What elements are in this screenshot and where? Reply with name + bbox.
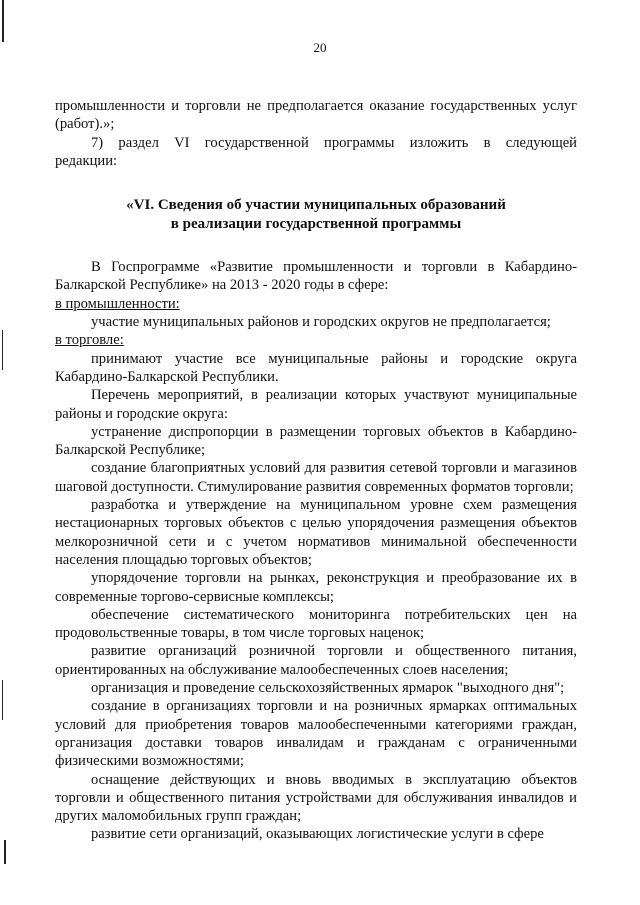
section-title-line-2: в реализации государственной программы bbox=[170, 216, 462, 233]
section-title-line-1: «VI. Сведения об участии муниципальных образований bbox=[126, 197, 506, 214]
page-number: 20 bbox=[313, 40, 327, 55]
paragraph-list-intro: Перечень мероприятий, в реализации которых участвуют муниципальные районы и городские округа: bbox=[55, 387, 577, 422]
section-title bbox=[55, 196, 577, 234]
heading-trade: в торговле: bbox=[55, 332, 124, 349]
list-item: устранение диспропорции в размещении торговых объектов в Кабардино-Балкарской Республике; bbox=[55, 423, 577, 459]
paragraph-intro: В Госпрограмме «Развитие промышленности и торговли в Кабардино-Балкарской Республике» на 2013 - 2020 годы в сфере: bbox=[55, 259, 577, 294]
document-body bbox=[55, 97, 577, 844]
list-item: развитие организаций розничной торговли и общественного питания, ориентированных на обслуживание малообеспеченных слоев населения; bbox=[55, 643, 577, 678]
paragraph-industry: участие муниципальных районов и городских округов не предполагается; bbox=[91, 314, 551, 331]
list-item: упорядочение торговли на рынках, реконструкция и преобразование их в современные торгово-сервисные комплексы; bbox=[55, 570, 577, 605]
scan-mark-mid-left bbox=[2, 330, 3, 370]
list-item: создание в организациях торговли и на розничных ярмарках оптимальных условий для приобретения товаров малообеспеченными категориями граждан, организация доставки товаров инвалидам и гражданам с ограниченными физическими возможностями; bbox=[55, 698, 577, 770]
scan-mark-bottom-left bbox=[4, 840, 6, 864]
scan-mark-lower-left bbox=[2, 680, 3, 720]
heading-industry: в промышленности: bbox=[55, 295, 180, 312]
paragraph-continuation: промышленности и торговли не предполагается оказание государственных услуг (работ).»; bbox=[55, 98, 577, 133]
paragraph-item-7: 7) раздел VI государственной программы изложить в следующей редакции: bbox=[55, 134, 577, 169]
list-item: развитие сети организаций, оказывающих логистические услуги в сфере bbox=[91, 826, 544, 843]
list-item: оснащение действующих и вновь вводимых в эксплуатацию объектов торговли и общественного питания устройствами для обслуживания инвалидов и других маломобильных групп граждан; bbox=[55, 771, 577, 825]
list-item: организация и проведение сельскохозяйственных ярмарок "выходного дня"; bbox=[91, 680, 565, 697]
paragraph-trade: принимают участие все муниципальные районы и городские округа Кабардино-Балкарской Республики. bbox=[55, 350, 577, 385]
list-item: разработка и утверждение на муниципальном уровне схем размещения нестационарных торговых объектов с целью упорядочения размещения объектов мелкорозничной сети и с учетом нормативов минимальной обеспеченности населения площадью торговых объектов; bbox=[55, 497, 577, 568]
list-item: обеспечение систематического мониторинга потребительских цен на продовольственные товары, в том числе торговых наценок; bbox=[55, 606, 577, 642]
scan-mark-top-left bbox=[2, 0, 4, 42]
list-item: создание благоприятных условий для развития сетевой торговли и магазинов шаговой доступности. Стимулирование развития современных форматов торговли; bbox=[55, 460, 577, 495]
